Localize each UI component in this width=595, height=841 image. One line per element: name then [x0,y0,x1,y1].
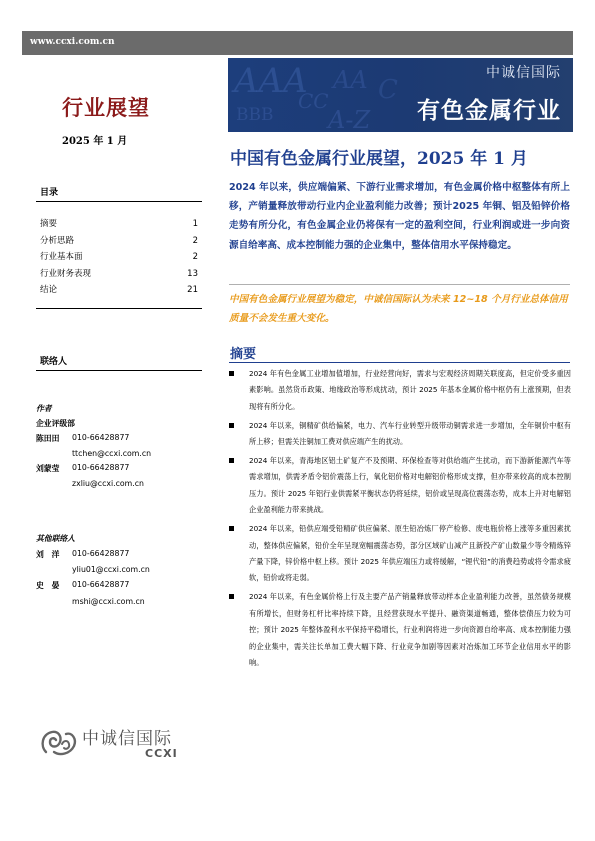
abstract-divider [229,362,570,363]
outlook-highlight: 中国有色金属行业展望为稳定，中诚信国际认为未来 12~18 个月行业总体信用质量不会发生重大变化。 [229,294,568,325]
toc-item-label: 行业财务表现 [40,268,92,279]
bullet-square-icon [229,526,234,531]
wm-aaa: AAA [234,61,308,101]
table-of-contents [40,216,198,299]
report-type-title: 行业展望 [62,95,150,120]
abstract-bullet [229,521,571,587]
abstract-bullet [229,366,571,415]
toc-item[interactable] [40,249,198,266]
banner-brand: 中诚信国际 [486,65,561,81]
abstract-bullet-text: 2024 年有色金属工业增加值增加，行业经营向好，需求与宏观经济周期关联度高，但定价受多重因素影响。虽然货币政策、地缘政治等形成扰动，预计 2025 年基本金属价格中枢仍有上涨预期，但表现将有所分化。 [249,369,571,411]
abstract-bullet-text: 2024 年以来，有色金属价格上行及主要产品产销量释放带动样本企业盈利能力改善，虽然债务规模有所增长，但财务杠杆比率持续下降，且经营获现水平提升、融资渠道畅通，整体偿债压力较为可控；预计 2025 年整体盈利水平保持平稳增长，行业利润将进一步向资源自给率高、成本控制能力强的企业集中，需关注长单加工费大幅下降、行业竞争加剧等因素对冶炼加工环节企业信用水平的影响。 [249,592,571,667]
toc-item-page: 1 [192,219,198,229]
bullet-square-icon [229,458,234,463]
author-email[interactable]: ttchen@ccxi.com.cn [72,449,152,458]
abstract-bullet-list [229,366,571,674]
bullet-square-icon [229,423,234,428]
abstract-bullet-text: 2024 年以来，铜精矿供给偏紧，电力、汽车行业转型升级带动铜需求进一步增加，全年铜价中枢有所上移；但需关注铜加工费对供应端产生的扰动。 [249,420,571,447]
toc-item-page: 2 [192,252,198,262]
toc-item[interactable] [40,216,198,233]
logo-name-cn: 中诚信国际 [82,729,172,749]
toc-item-label: 分析思路 [40,235,75,246]
contact-email[interactable]: mshi@ccxi.com.cn [72,597,145,606]
report-date: 2025 年 1 月 [62,136,128,147]
site-url[interactable]: www.ccxi.com.cn [30,37,115,47]
divider-top [229,284,570,285]
toc-item[interactable] [40,266,198,283]
wm-bbb: BBB [236,105,274,125]
toc-item-label: 行业基本面 [40,252,83,262]
contact-name: 史 晏 [36,581,60,590]
author-phone: 010-66428877 [72,433,130,442]
author-email[interactable]: zxliu@ccxi.com.cn [72,479,144,488]
abstract-bullet-text: 2024 年以来，青海地区铝土矿复产不及预期、环保检查等对供给端产生扰动，而下游新能源汽车等需求增加，供需矛盾令铝价震荡上行，氧化铝价格对电解铝价格形成支撑，但亦带来较高的成本控制压力。预计 2025 年铝行业供需紧平衡状态仍将延续，铝价或呈现高位震荡态势，成本上升对电解铝企业盈利能力带来挑战。 [249,456,571,515]
contact-phone: 010-66428877 [72,580,130,589]
author-phone: 010-66428877 [72,463,130,472]
contact-name: 刘 洋 [36,550,60,559]
toc-item-page: 21 [187,285,198,295]
intro-summary: 2024 年以来，供应端偏紧、下游行业需求增加，有色金属价格中枢整体有所上移，产销量释放带动行业内企业盈利能力改善；预计2025 年铜、铝及铅锌价格走势有所分化，有色金属企业仍将保有一定的盈利空间，行业利润或进一步向资源自给率高、成本控制能力强的企业集中，整体信用水平保持稳定。 [229,182,570,251]
toc-item-page: 2 [192,235,198,246]
report-main-title: 中国有色金属行业展望，2025 年 1 月 [230,149,528,169]
toc-heading: 目录 [40,188,59,198]
author-name: 陈田田 [36,434,60,443]
ccxi-emblem-icon [36,722,80,766]
other-contacts-label: 其他联络人 [36,534,75,543]
bullet-square-icon [229,594,234,599]
wm-az: A-Z [328,106,371,132]
wm-c: C [378,75,398,105]
author-label: 作者 [36,404,52,413]
wm-cc: CC [298,89,329,113]
toc-item[interactable] [40,233,198,250]
wm-aa: AA [333,66,368,94]
toc-item[interactable] [40,282,198,299]
toc-item-label: 结论 [40,285,58,295]
logo-name-en: CCXI [145,747,178,760]
banner-industry: 有色金属行业 [417,98,561,124]
department-label: 企业评级部 [36,419,75,428]
abstract-bullet [229,589,571,671]
header-bar [22,31,573,55]
contact-email[interactable]: yliu01@ccxi.com.cn [72,565,150,574]
contact-phone: 010-66428877 [72,549,130,558]
toc-divider-top [36,201,202,202]
abstract-bullet [229,453,571,519]
toc-item-label: 摘要 [40,219,58,229]
industry-banner [228,58,573,132]
toc-item-page: 13 [187,268,198,279]
toc-divider-bottom [36,308,202,309]
abstract-bullet [229,418,571,451]
contacts-heading: 联络人 [40,357,68,367]
abstract-bullet-text: 2024 年以来，铅供应端受铅精矿供应偏紧、原生铅冶炼厂停产检修、废电瓶价格上涨等多重因素扰动，整体供应偏紧，铅价全年呈现宽幅震荡态势，部分区域矿山减产且新投产矿山数量少等令精炼锌产量下降，锌价格中枢上移。预计 2025 年供应端压力或将缓解，“锂代铅”的消费趋势或将令需求疲软，铅价或将走弱。 [249,524,571,583]
author-name: 刘蒙莹 [36,464,60,473]
ccxi-logo [36,722,196,766]
bullet-square-icon [229,371,234,376]
contacts-divider [36,370,202,371]
abstract-heading: 摘要 [230,347,257,362]
